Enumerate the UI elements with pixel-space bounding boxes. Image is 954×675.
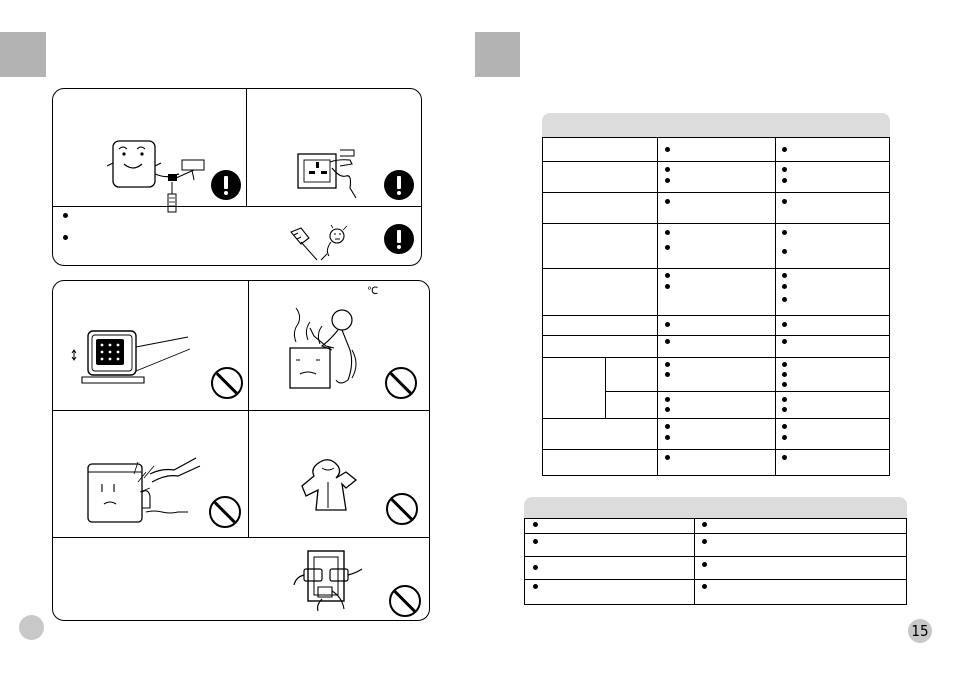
table-bullet bbox=[533, 539, 538, 544]
water-spray-illustration bbox=[82, 452, 208, 526]
table-bullet bbox=[665, 284, 670, 289]
clothing-illustration bbox=[300, 458, 358, 518]
table-bullet bbox=[782, 397, 787, 402]
table-bullet bbox=[702, 584, 707, 589]
table-row-divider bbox=[542, 268, 890, 269]
page-number: 15 bbox=[908, 619, 932, 643]
prohibited-icon bbox=[389, 585, 421, 617]
table-bullet bbox=[782, 339, 787, 344]
notes-table bbox=[524, 518, 907, 605]
table-bullet bbox=[782, 407, 787, 412]
panel-divider bbox=[246, 89, 247, 206]
table-bullet bbox=[665, 167, 670, 172]
right-section-tab bbox=[475, 32, 520, 77]
table-bullet bbox=[533, 522, 538, 527]
table-bullet bbox=[665, 424, 670, 429]
table-bullet bbox=[665, 147, 670, 152]
table-bullet bbox=[665, 273, 670, 278]
table-bullet bbox=[665, 397, 670, 402]
table-bullet bbox=[665, 199, 670, 204]
table-bullet bbox=[665, 339, 670, 344]
table-bullet bbox=[782, 230, 787, 235]
table-bullet bbox=[702, 522, 707, 527]
left-page-number-circle bbox=[19, 615, 44, 640]
table-bullet bbox=[665, 178, 670, 183]
table-row-divider bbox=[605, 391, 890, 392]
table-bullet bbox=[665, 372, 670, 377]
table-row-divider bbox=[542, 357, 890, 358]
table-bullet bbox=[665, 245, 670, 250]
table-row-divider bbox=[524, 579, 907, 580]
damaged-plug-illustration bbox=[287, 224, 353, 264]
table-bullet bbox=[782, 167, 787, 172]
table-bullet bbox=[702, 539, 707, 544]
table-bullet bbox=[782, 284, 787, 289]
table-bullet bbox=[665, 230, 670, 235]
table-column-divider bbox=[694, 518, 695, 605]
table-bullet bbox=[665, 455, 670, 460]
table-bullet bbox=[782, 249, 787, 254]
prohibited-icon bbox=[386, 493, 418, 525]
table-bullet bbox=[665, 322, 670, 327]
mandatory-icon bbox=[384, 170, 414, 200]
table-bullet bbox=[782, 147, 787, 152]
table-row-divider bbox=[542, 449, 890, 450]
notes-table-header bbox=[524, 497, 907, 518]
mandatory-icon bbox=[211, 170, 241, 200]
left-section-tab bbox=[0, 32, 46, 77]
table-bullet bbox=[782, 362, 787, 367]
table-row-divider bbox=[524, 556, 907, 557]
prohibited-icon bbox=[211, 367, 243, 399]
table-column-divider bbox=[657, 137, 658, 476]
table-bullet bbox=[782, 382, 787, 387]
troubleshooting-table-header bbox=[542, 113, 890, 137]
table-bullet bbox=[665, 407, 670, 412]
table-bullet bbox=[665, 362, 670, 367]
table-bullet bbox=[782, 372, 787, 377]
table-column-divider bbox=[605, 357, 606, 418]
table-bullet bbox=[782, 322, 787, 327]
machine-grounding-illustration bbox=[104, 138, 214, 216]
table-row-divider bbox=[542, 418, 890, 419]
table-row-divider bbox=[542, 161, 890, 162]
machine-placement-illustration bbox=[68, 325, 192, 387]
prohibited-icon bbox=[385, 367, 417, 399]
table-row-divider bbox=[524, 533, 907, 534]
table-row-divider bbox=[542, 223, 890, 224]
table-bullet bbox=[533, 584, 538, 589]
hot-water-illustration bbox=[282, 302, 362, 394]
degree-celsius-label: ℃ bbox=[367, 286, 379, 297]
table-row-divider bbox=[542, 335, 890, 336]
table-bullet bbox=[782, 435, 787, 440]
panel-divider bbox=[53, 410, 429, 411]
table-row-divider bbox=[542, 315, 890, 316]
bullet-point bbox=[63, 235, 68, 240]
table-bullet bbox=[665, 435, 670, 440]
table-bullet bbox=[702, 562, 707, 567]
prohibited-icon bbox=[209, 496, 241, 528]
table-bullet bbox=[782, 297, 787, 302]
table-row-divider bbox=[542, 192, 890, 193]
panel-divider bbox=[248, 281, 249, 537]
mandatory-icon bbox=[384, 224, 414, 254]
bullet-point bbox=[63, 213, 68, 218]
table-bullet bbox=[782, 199, 787, 204]
table-bullet bbox=[533, 565, 538, 570]
socket-plug-illustration bbox=[296, 148, 362, 200]
overloaded-socket-illustration bbox=[292, 547, 364, 613]
table-bullet bbox=[782, 178, 787, 183]
table-bullet bbox=[782, 273, 787, 278]
table-column-divider bbox=[775, 137, 776, 476]
table-bullet bbox=[782, 424, 787, 429]
panel-divider bbox=[53, 537, 429, 538]
troubleshooting-table bbox=[542, 137, 890, 476]
table-bullet bbox=[782, 455, 787, 460]
